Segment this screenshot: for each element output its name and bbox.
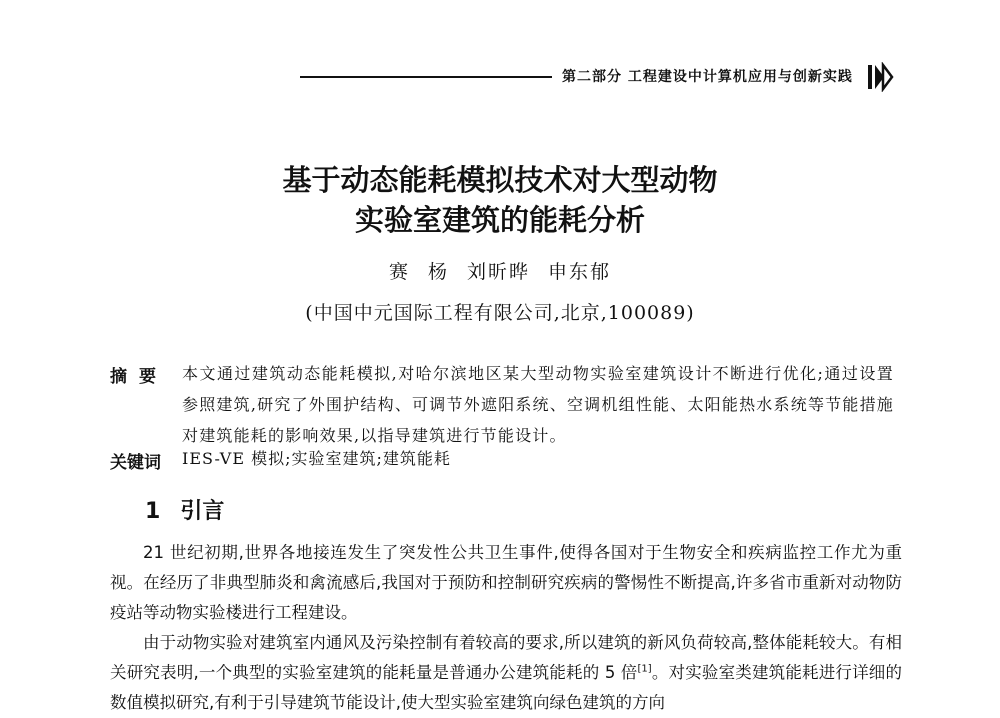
section-heading bbox=[145, 494, 224, 525]
paper-affiliation: (中国中元国际工程有限公司,北京,100089) bbox=[305, 302, 695, 324]
paragraph-1: 21 世纪初期,世界各地接连发生了突发性公共卫生事件,使得各国对于生物安全和疾病监控工作尤为重视。在经历了非典型肺炎和禽流感后,我国对于预防和控制研究疾病的警惕性不断提高,许多省市重新对动物防疫站等动物实验楼进行工程建设。 bbox=[110, 543, 902, 622]
abstract-label: 摘要 bbox=[110, 367, 168, 387]
paragraph-2-text-b: 。对实验室类建筑能耗进行详细的数值模拟研究,有利于引导建筑节能设计,使大型实验室建筑向绿色建筑的方向 bbox=[110, 663, 902, 712]
running-head-text: 第二部分 工程建设中计算机应用与创新实践 bbox=[562, 69, 853, 85]
paper-authors: 赛 杨 刘昕晔 申东郁 bbox=[388, 261, 612, 283]
paper-title-line1: 基于动态能耗模拟技术对大型动物 bbox=[282, 163, 718, 197]
double-chevron-right-icon bbox=[868, 62, 896, 92]
keywords-label: 关键词 bbox=[110, 453, 161, 473]
keywords-text: IES-VE 模拟;实验室建筑;建筑能耗 bbox=[182, 449, 451, 468]
paragraph-2-text-a: 由于动物实验对建筑室内通风及污染控制有着较高的要求,所以建筑的新风负荷较高,整体能耗较大。有相关研究表明,一个典型的实验室建筑的能耗量是普通办公建筑能耗的 5 倍 bbox=[110, 633, 902, 682]
citation-ref: [1] bbox=[637, 663, 652, 675]
running-head bbox=[300, 62, 900, 92]
body-text bbox=[110, 538, 902, 718]
paragraph-2 bbox=[110, 628, 902, 718]
section-number: 1 bbox=[145, 499, 161, 524]
paper-title-line2: 实验室建筑的能耗分析 bbox=[354, 203, 645, 237]
header-rule bbox=[300, 76, 552, 78]
section-title: 引言 bbox=[180, 499, 225, 524]
abstract-text: 本文通过建筑动态能耗模拟,对哈尔滨地区某大型动物实验室建筑设计不断进行优化;通过设置参照建筑,研究了外围护结构、可调节外遮阳系统、空调机组性能、太阳能热水系统等节能措施对建筑能耗的影响效果,以指导建筑进行节能设计。 bbox=[182, 364, 894, 445]
